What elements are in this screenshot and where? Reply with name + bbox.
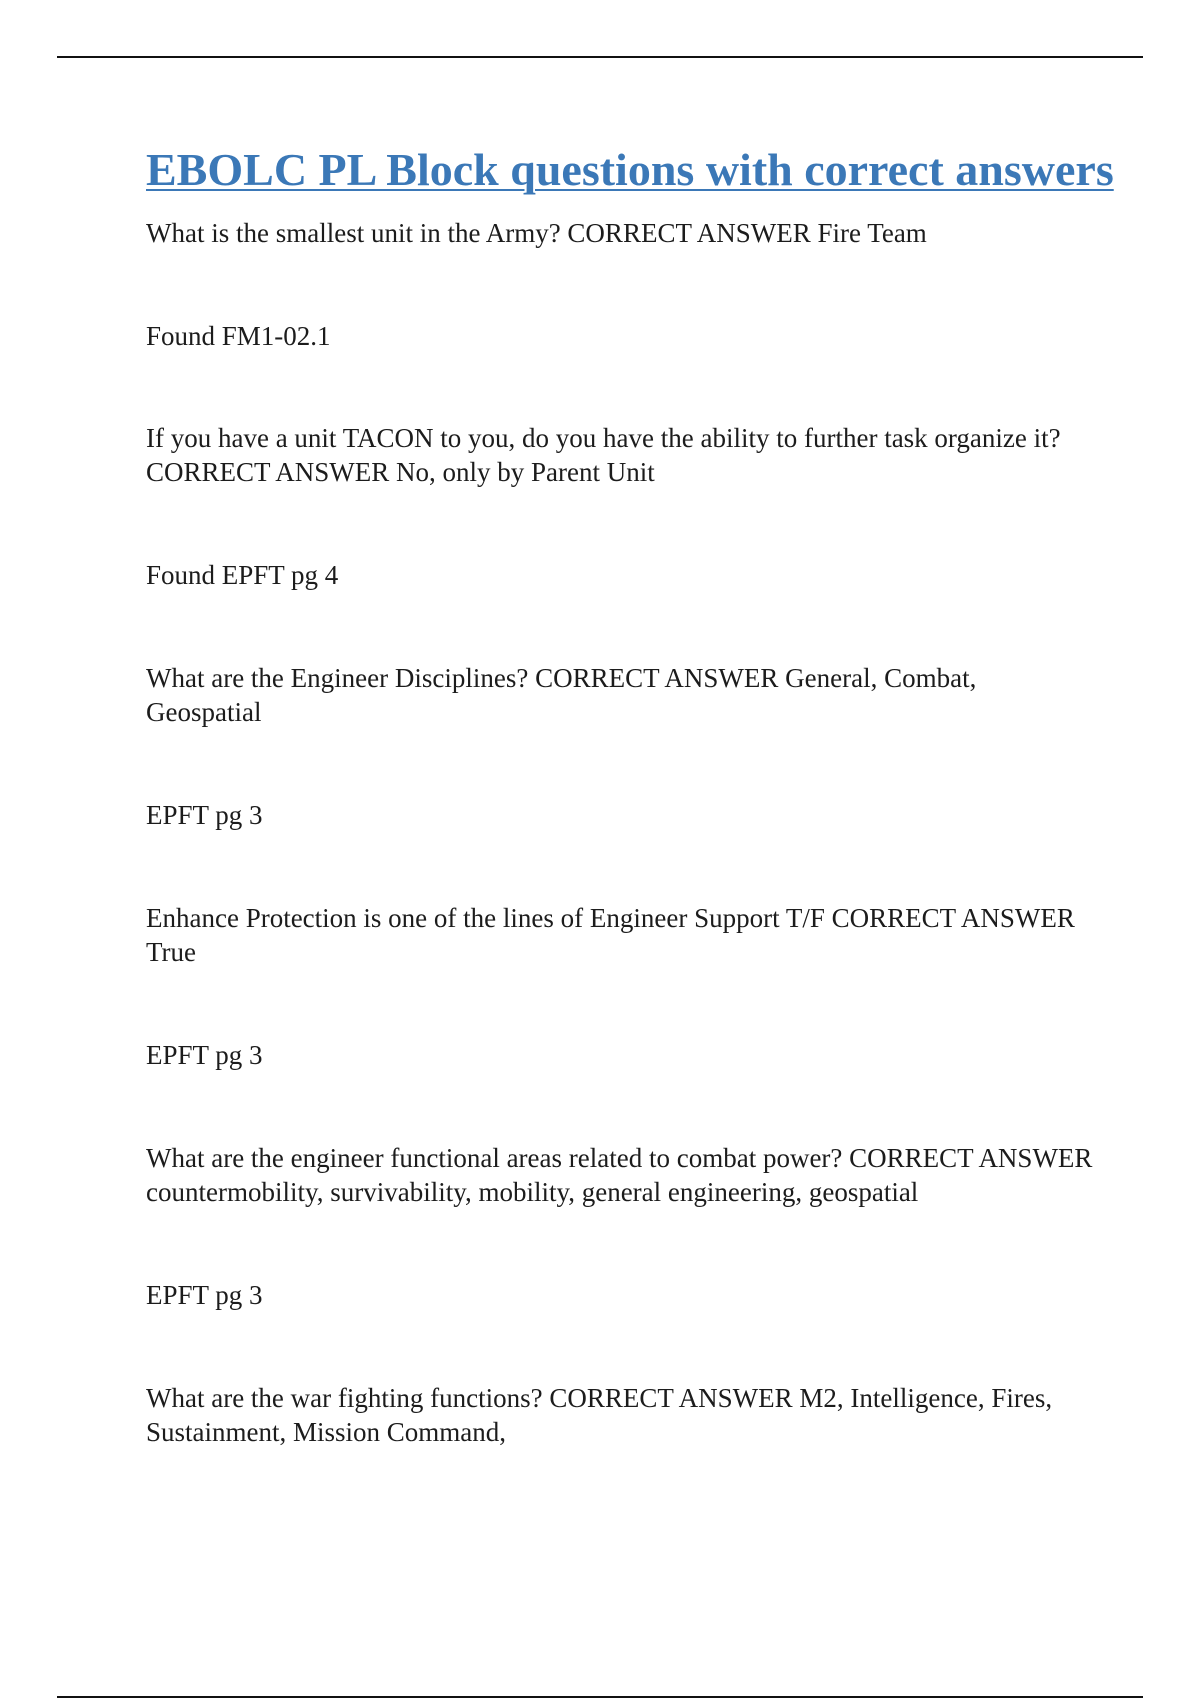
top-rule [57, 56, 1143, 58]
paragraph-reference-4: EPFT pg 3 [146, 1040, 263, 1070]
paragraph-question-4: Enhance Protection is one of the lines of Engineer Support T/F CORRECT ANSWER True [146, 903, 1075, 967]
paragraph-reference-3: EPFT pg 3 [146, 800, 263, 830]
document-title[interactable]: EBOLC PL Block questions with correct answers [146, 144, 1114, 195]
paragraph-reference-2: Found EPFT pg 4 [146, 560, 339, 590]
paragraph-question-5: What are the engineer functional areas related to combat power? CORRECT ANSWER countermobility, survivability, mobility, general engineering, geospatial [146, 1143, 1093, 1207]
paragraph-reference-1: Found FM1-02.1 [146, 321, 331, 351]
bottom-rule [57, 1696, 1143, 1698]
paragraph-question-1: What is the smallest unit in the Army? CORRECT ANSWER Fire Team [146, 218, 927, 248]
paragraph-reference-5: EPFT pg 3 [146, 1280, 263, 1310]
paragraph-question-6: What are the war fighting functions? CORRECT ANSWER M2, Intelligence, Fires, Sustainment, Mission Command, [146, 1383, 1053, 1447]
paragraph-question-2: If you have a unit TACON to you, do you have the ability to further task organize it? CORRECT ANSWER No, only by Parent Unit [146, 423, 1061, 487]
paragraph-question-3: What are the Engineer Disciplines? CORRECT ANSWER General, Combat, Geospatial [146, 663, 977, 727]
